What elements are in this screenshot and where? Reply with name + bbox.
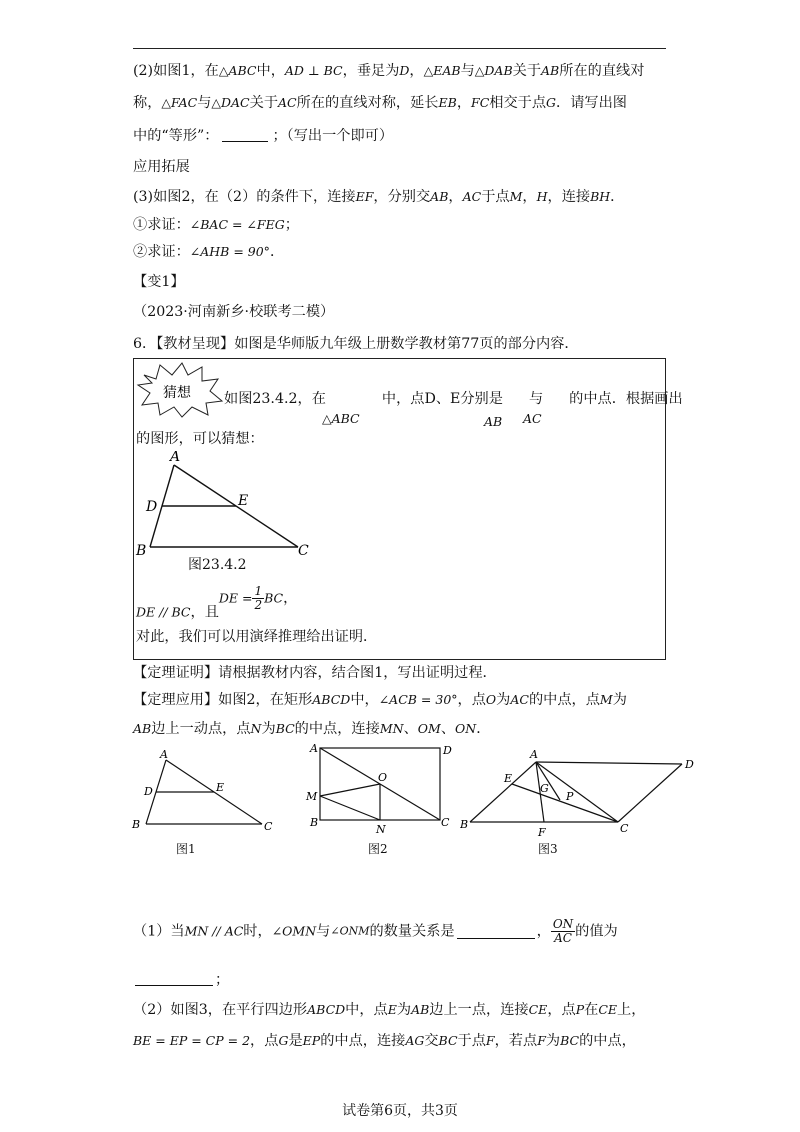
fig2-label-a: A — [310, 742, 318, 755]
sub1-line: （1）当MN // AC时，∠OMN与∠ONM的数量关系是 ， $\frac{ON}{AC}$ 的值为 — [133, 917, 618, 945]
fig-label-a: A — [170, 451, 181, 465]
fig1-label-b: B — [132, 818, 141, 831]
fig1-label-e: E — [216, 781, 225, 794]
fig-label-b: B — [136, 543, 147, 559]
theorem-proof: 【定理证明】请根据教材内容，结合图1，写出证明过程． — [133, 665, 497, 681]
q6-title: 6．【教材呈现】如图是华师版九年级上册数学教材第77页的部分内容． — [133, 336, 579, 352]
p2-line2: 称，△FAC与△DAC关于AC所在的直线对称，延长EB，FC相交于点G．请写出图 — [133, 95, 627, 111]
box-ab: AB — [484, 414, 503, 429]
box-ac: AC — [523, 411, 542, 426]
fig3-label-p: P — [566, 790, 574, 803]
figure-1 — [128, 748, 278, 848]
p3-item1: ①求证：∠BAC = ∠FEG； — [133, 217, 299, 233]
fig1-label-a: A — [160, 748, 168, 761]
fig3-label-c: C — [620, 822, 629, 835]
fig-caption-23: 图23.4.2 — [188, 557, 247, 573]
page-footer: 试卷第6页，共3页 — [342, 1103, 458, 1119]
fig2-caption: 图2 — [368, 842, 388, 856]
guess-badge-text: 猜想 — [163, 385, 191, 401]
fig3-label-f: F — [538, 826, 546, 839]
half-fraction: $\frac{1}{2}$ — [254, 584, 263, 612]
sub2-line1: （2）如图3，在平行四边形ABCD中，点E为AB边上一点，连接CE，点P在CE上， — [133, 1002, 646, 1018]
theorem-apply-line1: 【定理应用】如图2，在矩形ABCD中，∠ACB = 30°，点O为AC的中点，点M为 — [133, 692, 627, 708]
fig2-label-o: O — [378, 771, 388, 784]
box-conclusion: DE // BC，且DE = $\frac{1}{2}$ BC， — [136, 584, 298, 621]
answer-blank — [222, 127, 268, 142]
box-last: 对此，我们可以用演绎推理给出证明． — [136, 629, 378, 645]
fig1-label-d: D — [144, 785, 153, 798]
fig3-label-a: A — [530, 748, 538, 761]
fig3-label-b: B — [460, 818, 469, 831]
header-rule — [133, 48, 666, 49]
textbook-box — [133, 358, 683, 660]
fig3-caption: 图3 — [538, 842, 558, 856]
p3-line1: (3)如图2，在（2）的条件下，连接EF，分别交AB，AC于点M，H，连接BH． — [133, 189, 625, 205]
fig2-label-c: C — [441, 816, 450, 829]
heading-apply: 应用拓展 — [133, 159, 190, 175]
box-abc: △ABC — [322, 411, 360, 426]
fig3-label-g: G — [540, 782, 549, 795]
fig1-label-c: C — [264, 820, 273, 833]
fig-label-d: D — [146, 499, 158, 515]
figure-2 — [300, 742, 460, 838]
fig-label-c: C — [298, 543, 309, 559]
p3-item2: ②求证：∠AHB = 90°． — [133, 244, 285, 260]
fig2-label-m: M — [306, 790, 318, 803]
fig2-label-b: B — [310, 816, 319, 829]
theorem-apply-line2: AB边上一动点，点N为BC的中点，连接MN、OM、ON． — [133, 721, 491, 737]
fig-label-e: E — [238, 493, 249, 509]
figure-3 — [460, 748, 710, 842]
fig2-label-d: D — [443, 744, 452, 757]
fig3-label-d: D — [685, 758, 694, 771]
sub2-line2: BE = EP = CP = 2，点G是EP的中点，连接AG交BC于点F，若点F为BC的中点， — [133, 1033, 636, 1049]
source-label: （2023·河南新乡·校联考二模） — [133, 304, 335, 320]
fig1-caption: 图1 — [176, 842, 196, 856]
sub1-blank2 — [135, 971, 213, 986]
p2-line3: 中的“等形”： ；（写出一个即可） — [133, 128, 394, 144]
on-ac-fraction: $\frac{ON}{AC}$ — [552, 917, 574, 945]
fig2-label-n: N — [376, 823, 386, 836]
guess-badge — [136, 361, 226, 419]
box-line2: 的图形，可以猜想： — [136, 431, 264, 447]
sub1-blank1 — [457, 924, 535, 939]
figure-23-4-2 — [134, 451, 334, 561]
fig3-label-e: E — [504, 772, 513, 785]
sub1-line2: ； — [133, 970, 229, 990]
box-line1: 如图23.4.2，在 中，点D、E分别是 与 的中点．根据画出 — [224, 391, 683, 407]
p2-line1: (2)如图1，在△ABC中，AD ⊥ BC，垂足为D，△EAB与△DAB关于AB所在的直线对 — [133, 63, 645, 79]
variant-label: 【变1】 — [133, 274, 185, 290]
